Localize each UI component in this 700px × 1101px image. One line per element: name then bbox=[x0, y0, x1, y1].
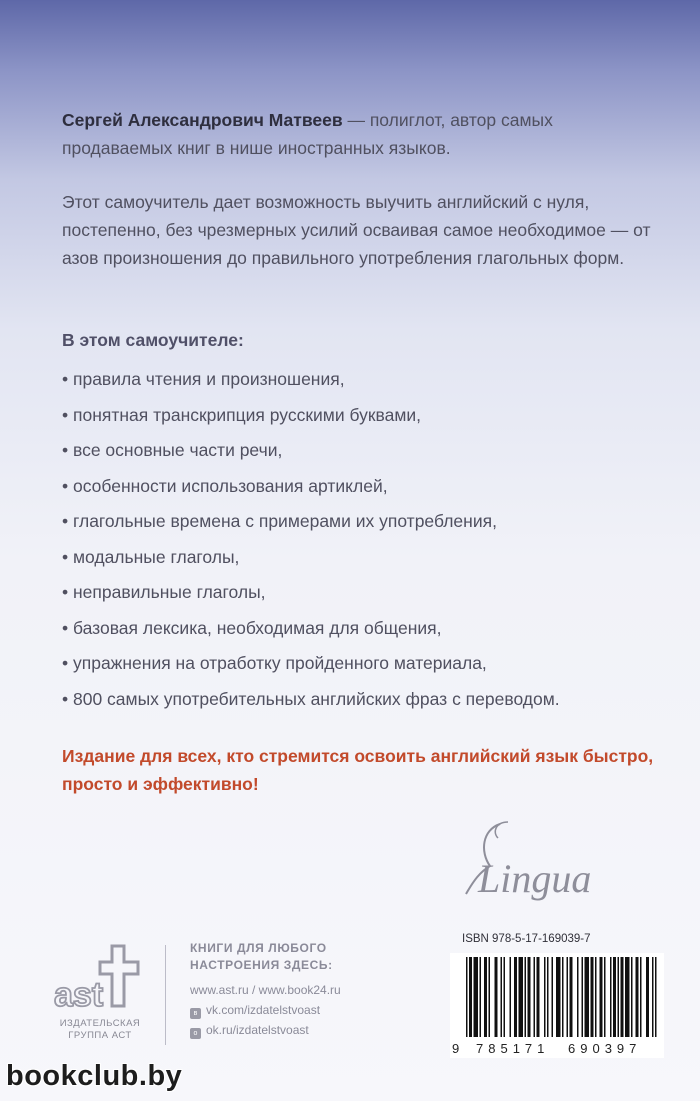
features-list bbox=[62, 368, 560, 723]
footer-divider bbox=[165, 945, 166, 1045]
barcode-bar bbox=[636, 957, 639, 1037]
barcode-bar bbox=[610, 957, 612, 1037]
contacts bbox=[190, 980, 341, 1040]
barcode-bar bbox=[631, 957, 633, 1037]
author-description: — полиглот, автор самых продаваемых книг в нише иностранных языков. bbox=[62, 110, 553, 158]
barcode-bar bbox=[514, 957, 517, 1037]
author-name: Сергей Александрович Матвеев bbox=[62, 110, 343, 130]
barcode-bar bbox=[480, 957, 482, 1037]
barcode-bar bbox=[484, 957, 487, 1037]
barcode-bar bbox=[652, 957, 654, 1037]
barcode-bar bbox=[489, 957, 491, 1037]
barcode-bar bbox=[501, 957, 503, 1037]
barcode-bar bbox=[646, 957, 649, 1037]
barcode-bar bbox=[604, 957, 606, 1037]
barcode-bar bbox=[591, 957, 594, 1037]
barcode-bar bbox=[640, 957, 642, 1037]
lingua-logo-text: Lingua bbox=[478, 856, 592, 901]
barcode-bar bbox=[525, 957, 527, 1037]
barcode-bar bbox=[534, 957, 536, 1037]
books-heading bbox=[190, 940, 333, 974]
list-item: • 800 самых употребительных английских фраз с переводом. bbox=[62, 688, 560, 709]
barcode-bar bbox=[613, 957, 616, 1037]
books-heading-line: КНИГИ ДЛЯ ЛЮБОГО bbox=[190, 941, 327, 955]
barcode-bar bbox=[547, 957, 549, 1037]
ast-logo-text: ast bbox=[54, 976, 104, 1014]
features-heading: В этом самоучителе: bbox=[62, 330, 244, 350]
barcode-bar bbox=[556, 957, 561, 1037]
vk-link-text[interactable]: vk.com/izdatelstvoast bbox=[206, 1003, 321, 1017]
list-item: • базовая лексика, необходимая для общения, bbox=[62, 617, 442, 638]
barcode-bar bbox=[570, 957, 573, 1037]
barcode-bar bbox=[528, 957, 531, 1037]
barcode-digits-group1: 785171 bbox=[476, 1041, 550, 1056]
isbn: ISBN 978-5-17-169039-7 bbox=[462, 933, 591, 945]
list-item: • модальные глаголы, bbox=[62, 546, 240, 567]
lingua-logo bbox=[452, 812, 632, 902]
barcode-bar bbox=[544, 957, 546, 1037]
barcode-bar bbox=[510, 957, 512, 1037]
publisher-caption-line: ГРУППА АСТ bbox=[68, 1030, 132, 1041]
website-links[interactable]: www.ast.ru / www.book24.ru bbox=[190, 983, 341, 997]
watermark: bookclub.by bbox=[6, 1060, 183, 1092]
barcode-bar bbox=[621, 957, 624, 1037]
barcode-bar bbox=[585, 957, 590, 1037]
barcode-bar bbox=[595, 957, 597, 1037]
books-heading-line: НАСТРОЕНИЯ ЗДЕСЬ: bbox=[190, 958, 333, 972]
list-item: • неправильные глаголы, bbox=[62, 582, 266, 602]
barcode-bar bbox=[469, 957, 472, 1037]
barcode-bar bbox=[582, 957, 584, 1037]
list-item: • глагольные времена с примерами их употребления, bbox=[62, 511, 497, 531]
ok-link-text[interactable]: ok.ru/izdatelstvoast bbox=[206, 1023, 309, 1037]
barcode-bar bbox=[655, 957, 657, 1037]
list-item: • понятная транскрипция русскими буквами, bbox=[62, 404, 421, 425]
barcode-bar bbox=[600, 957, 603, 1037]
barcode bbox=[450, 953, 664, 1058]
list-item: • упражнения на отработку пройденного материала, bbox=[62, 653, 487, 673]
barcode-bar bbox=[625, 957, 630, 1037]
vk-link[interactable] bbox=[190, 1000, 341, 1020]
intro-text bbox=[62, 106, 662, 272]
barcode-digit-first: 9 bbox=[452, 1041, 460, 1056]
barcode-bar bbox=[552, 957, 554, 1037]
ast-logo bbox=[52, 940, 148, 1016]
vk-icon: в bbox=[190, 1008, 201, 1019]
barcode-digits-group2: 690397 bbox=[568, 1041, 642, 1056]
publisher-caption bbox=[52, 1018, 148, 1042]
list-item: • особенности использования артиклей, bbox=[62, 475, 388, 496]
barcode-bar bbox=[562, 957, 564, 1037]
book-description: Этот самоучитель дает возможность выучить английский с нуля, постепенно, без чрезмерных усилий осваивая самое необходимое — от азов произношения до правильного употребления глагольных форм. bbox=[62, 192, 651, 268]
barcode-bar bbox=[495, 957, 498, 1037]
list-item: • все основные части речи, bbox=[62, 440, 283, 460]
barcode-bar bbox=[519, 957, 524, 1037]
barcode-bar bbox=[474, 957, 479, 1037]
barcode-bar bbox=[577, 957, 579, 1037]
barcode-bar bbox=[504, 957, 506, 1037]
ok-icon: о bbox=[190, 1028, 201, 1039]
barcode-bar bbox=[618, 957, 620, 1037]
barcode-bar bbox=[466, 957, 468, 1037]
author-paragraph bbox=[62, 106, 662, 162]
closing-statement: Издание для всех, кто стремится освоить английский язык быстро, просто и эффективно! bbox=[62, 746, 654, 794]
ok-link[interactable] bbox=[190, 1020, 341, 1040]
list-item: • правила чтения и произношения, bbox=[62, 369, 345, 389]
barcode-bar bbox=[537, 957, 540, 1037]
barcode-bar bbox=[567, 957, 569, 1037]
publisher-caption-line: ИЗДАТЕЛЬСКАЯ bbox=[59, 1018, 141, 1029]
